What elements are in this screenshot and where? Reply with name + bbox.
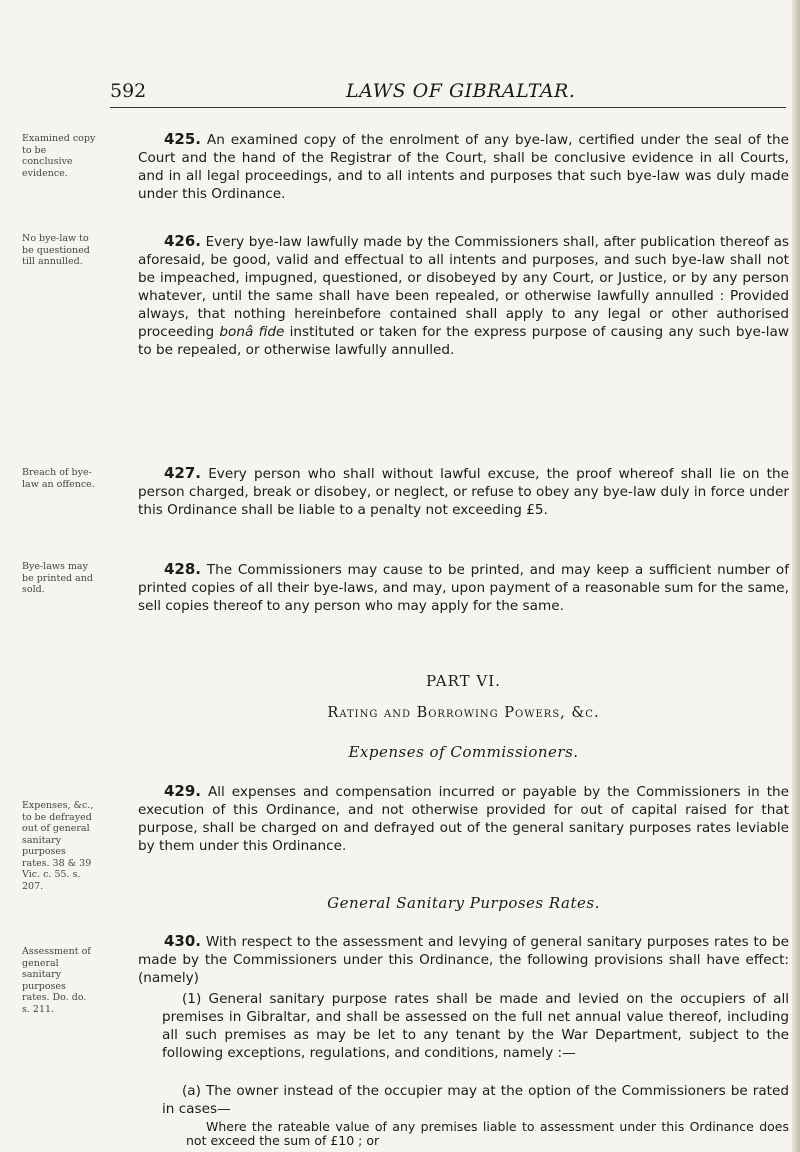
section-number: 426. bbox=[164, 232, 202, 250]
page-header bbox=[110, 80, 786, 110]
page-edge-shadow bbox=[792, 0, 800, 1152]
subsection-430-1: (1) General sanitary purpose rates shall be made and levied on the occupiers of all premises in Gibraltar, and shall be assessed on the full net annual value thereof, including all such premises as may be let to any tenant by the War Department, subject to the following exceptions, regulations, and conditions, namely :— bbox=[162, 991, 789, 1061]
margin-note-425: Examined copy to be conclusive evidence. bbox=[22, 133, 96, 179]
section-number: 427. bbox=[164, 464, 202, 482]
margin-note-430: Assessment of general sanitary purposes rates. Do. do. s. 211. bbox=[22, 946, 91, 1015]
section-text: All expenses and compensation incurred or payable by the Commissioners in the execution of this Ordinance, and not otherwise provided for out of capital raised for that purpose, shall be charged on and defrayed out of the general sanitary purposes rates leviable by them under this Ordinance. bbox=[138, 784, 789, 854]
page-number: 592 bbox=[110, 80, 147, 102]
section-number: 425. bbox=[164, 130, 202, 148]
section-text: The Commissioners may cause to be printed, and may keep a sufficient number of printed copies of all their bye-laws, and may, upon payment of a reasonable sum for the same, sell copies thereof to any person who may apply for the same. bbox=[138, 562, 789, 614]
section-425 bbox=[138, 130, 789, 203]
section-text: Every person who shall without lawful excuse, the proof whereof shall lie on the person charged, break or disobey, or neglect, or refuse to obey any bye-law duly in force under this Ordinance shall be liable to a penalty not exceeding £5. bbox=[138, 466, 789, 518]
section-text: Every bye-law lawfully made by the Commissioners shall, after publication thereof as aforesaid, be good, valid and effectual to all intents and purposes, and such bye-law shall not be impeached, impugned, questioned, or disobeyed by any Court, or Justice, or by any person whatever, until the same shall have been repealed, or otherwise lawfully annulled : Provided always, that nothing hereinbefore contained shall apply to any legal or other authorised proceeding bbox=[138, 234, 790, 340]
margin-note-428: Bye-laws may be printed and sold. bbox=[22, 561, 93, 595]
part-title: PART VI. bbox=[426, 672, 501, 690]
part-subtitle: Rating and Borrowing Powers, &c. bbox=[327, 705, 600, 721]
section-426 bbox=[138, 232, 789, 359]
heading-expenses: Expenses of Commissioners. bbox=[348, 743, 579, 761]
section-text: With respect to the assessment and levying of general sanitary purposes rates to be made by the Commissioners under this Ordinance, the following provisions shall have effect: (namely) bbox=[138, 934, 789, 986]
section-428 bbox=[138, 560, 789, 615]
italic-phrase: bonâ fide bbox=[219, 324, 285, 340]
section-427 bbox=[138, 464, 789, 519]
margin-note-427: Breach of bye-law an offence. bbox=[22, 467, 95, 490]
section-text: An examined copy of the enrolment of any bye-law, certified under the seal of the Court and the hand of the Registrar of the Court, shall be conclusive evidence in all Courts, and in all legal proceedings, and to all intents and purposes that such bye-law was duly made under this Ordinance. bbox=[138, 132, 789, 202]
heading-rates: General Sanitary Purposes Rates. bbox=[327, 894, 600, 912]
section-number: 429. bbox=[164, 782, 202, 800]
running-title: LAWS OF GIBRALTAR. bbox=[346, 80, 576, 102]
header-rule bbox=[110, 107, 786, 108]
margin-note-426: No bye-law to be questioned till annulled. bbox=[22, 233, 90, 267]
section-430 bbox=[138, 932, 789, 987]
section-429 bbox=[138, 782, 789, 855]
section-number: 430. bbox=[164, 932, 202, 950]
section-number: 428. bbox=[164, 560, 202, 578]
section-text-cont: instituted or taken for the express purpose of causing any such bye-law to be repealed, or otherwise lawfully annulled. bbox=[138, 324, 789, 358]
margin-note-429: Expenses, &c., to be defrayed out of general sanitary purposes rates. 38 & 39 Vic. c. 55. s. 207. bbox=[22, 800, 94, 892]
subsection-430-a: (a) The owner instead of the occupier may at the option of the Commissioners be rated in cases— bbox=[162, 1083, 789, 1117]
subsection-430-where: Where the rateable value of any premises liable to assessment under this Ordinance does not exceed the sum of £10 ; or bbox=[186, 1119, 789, 1148]
